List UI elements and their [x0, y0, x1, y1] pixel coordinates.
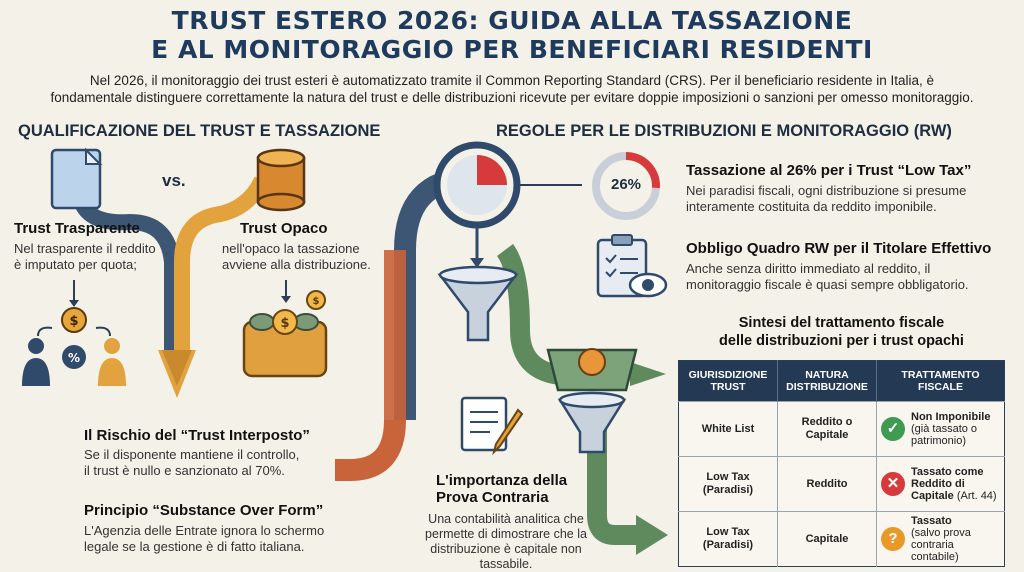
interposto-line-2: il trust è nullo e sanzionato al 70%. [84, 463, 285, 478]
substance-line-2: legale se la gestione è di fatto italiana. [84, 539, 305, 554]
table-row [679, 402, 1005, 457]
trattamento-label: Tassato [911, 515, 952, 527]
lowtax-line-1: Nei paradisi fiscali, ogni distribuzione si presume [686, 183, 967, 198]
cell-natura: Reddito o Capitale [778, 402, 877, 457]
table-title-line-2: delle distribuzioni per i trust opachi [719, 333, 964, 349]
wallet-icon [244, 280, 326, 376]
rw-line-2: monitoraggio fiscale è quasi sempre obbligatorio. [686, 277, 969, 292]
interposto-text [84, 447, 299, 479]
cell-giurisdizione: White List [679, 402, 778, 457]
gauge-label: 26% [610, 176, 642, 193]
opaco-line-2: avviene alla distribuzione. [222, 257, 371, 272]
substance-text [84, 523, 324, 555]
cell-giurisdizione: Low Tax (Paradisi) [679, 457, 778, 512]
table-header-row [679, 361, 1005, 402]
prova-title [436, 472, 567, 506]
page-title-line-1: TRUST ESTERO 2026: GUIDA ALLA TASSAZIONE [171, 6, 853, 35]
cell-trattamento [877, 457, 1005, 512]
cell-natura: Reddito [778, 457, 877, 512]
cell-trattamento [877, 512, 1005, 567]
lowtax-title: Tassazione al 26% per i Trust “Low Tax” [686, 162, 972, 179]
check-icon: ✓ [881, 417, 905, 441]
document-icon [52, 150, 100, 208]
lowtax-line-2: interamente costituita da reddito imponibile. [686, 199, 937, 214]
trattamento-note: (già tassato o patrimonio) [911, 423, 978, 447]
svg-text:$: $ [69, 314, 79, 329]
substance-title: Principio “Substance Over Form” [84, 502, 324, 519]
page-title-line-2: E AL MONITORAGGIO PER BENEFICIARI RESIDENTI [151, 35, 873, 64]
substance-line-1: L'Agenzia delle Entrate ignora lo schermo [84, 523, 325, 538]
question-icon: ? [881, 527, 905, 551]
clipboard-eye-icon [598, 235, 666, 296]
rw-title: Obbligo Quadro RW per il Titolare Effettivo [686, 240, 992, 257]
cell-trattamento [877, 402, 1005, 457]
magnifier-icon [437, 145, 517, 268]
lowtax-text [686, 183, 966, 215]
trasparente-text [14, 241, 156, 273]
opaco-title: Trust Opaco [240, 220, 328, 237]
beneficiaries-icon [22, 280, 126, 386]
prova-text [406, 512, 606, 572]
opaco-text [222, 241, 371, 273]
cross-icon: ✕ [881, 472, 905, 496]
trasparente-line-2: è imputato per quota; [14, 257, 137, 272]
svg-text:$: $ [280, 316, 290, 331]
prova-title-line-2: Prova Contraria [436, 489, 549, 506]
trattamento-label: Tassato come Reddito di Capitale [911, 466, 984, 502]
cell-natura: Capitale [778, 512, 877, 567]
rw-text [686, 261, 969, 293]
intro-line-2: fondamentale distinguere correttamente la natura del trust e delle distribuzioni ricevute per evitare doppie imposizioni o sanzioni per omesso monitoraggio. [50, 90, 974, 105]
interposto-title: Il Rischio del “Trust Interposto” [84, 427, 310, 444]
vs-label: vs. [162, 171, 186, 190]
left-section-title: QUALIFICAZIONE DEL TRUST E TASSAZIONE [18, 122, 381, 140]
right-section-title: REGOLE PER LE DISTRIBUZIONI E MONITORAGGIO (RW) [496, 122, 952, 140]
trattamento-note: (Art. 44) [956, 490, 997, 502]
rust-flow-path [335, 420, 395, 470]
cell-giurisdizione: Low Tax (Paradisi) [679, 512, 778, 567]
prova-line-3: distribuzione è capitale non tassabile. [430, 542, 582, 571]
table-title-line-1: Sintesi del trattamento fiscale [738, 315, 945, 331]
document-pencil-icon [462, 398, 522, 452]
money-funnel-icon [548, 349, 636, 452]
prova-title-line-1: L'importanza della [436, 472, 568, 489]
trasparente-line-1: Nel trasparente il reddito [14, 241, 156, 256]
trattamento-note: (salvo prova contraria contabile) [911, 527, 971, 563]
prova-line-1: Una contabilità analitica che [428, 512, 584, 526]
svg-text:%: % [67, 351, 81, 365]
header-trattamento: TRATTAMENTO FISCALE [877, 361, 1005, 402]
table-row [679, 457, 1005, 512]
green-arrow-head [636, 515, 668, 555]
header-giurisdizione: GIURISDIZIONE TRUST [679, 361, 778, 402]
funnel-icon [440, 267, 516, 340]
trasparente-title: Trust Trasparente [14, 220, 140, 237]
cylinder-icon [258, 150, 304, 210]
trattamento-label: Non Imponibile [911, 411, 991, 423]
opaco-line-1: nell'opaco la tassazione [222, 241, 360, 256]
table-title [678, 314, 1005, 350]
rw-line-1: Anche senza diritto immediato al reddito, il [686, 261, 931, 276]
svg-text:$: $ [312, 296, 320, 307]
interposto-line-1: Se il disponente mantiene il controllo, [84, 447, 300, 462]
header-natura: NATURA DISTRIBUZIONE [778, 361, 877, 402]
intro-line-1: Nel 2026, il monitoraggio dei trust esteri è automatizzato tramite il Common Reporting Standard (CRS). Per il beneficiario residente in Italia, è [89, 73, 935, 88]
intro-text [40, 72, 984, 106]
tax-summary-table [678, 360, 1005, 567]
table-row [679, 512, 1005, 567]
prova-line-2: permette di dimostrare che la [425, 527, 587, 541]
